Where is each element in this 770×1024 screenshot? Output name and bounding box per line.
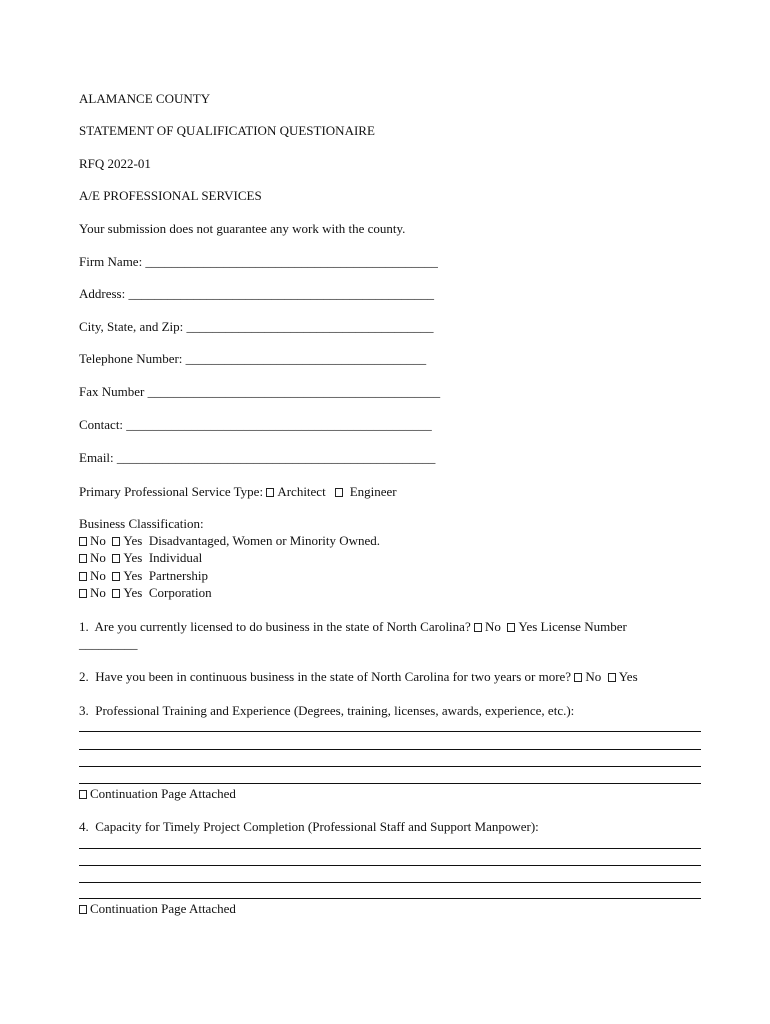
yes-label: Yes bbox=[123, 568, 143, 583]
q3-continuation bbox=[79, 786, 236, 802]
architect-label: Architect bbox=[277, 484, 326, 499]
answer-line[interactable] bbox=[79, 749, 701, 750]
classification-row-label: Individual bbox=[148, 550, 203, 565]
service-type-label: Primary Professional Service Type: bbox=[79, 484, 264, 499]
classification-yes-checkbox[interactable] bbox=[112, 572, 120, 581]
classification-yes-checkbox[interactable] bbox=[112, 537, 120, 546]
license-number-field[interactable]: _________ bbox=[79, 636, 138, 651]
yes-label: Yes bbox=[123, 585, 143, 600]
q1-yes-label: Yes License Number bbox=[518, 619, 627, 634]
yes-label: Yes bbox=[123, 533, 143, 548]
q1-no-label: No bbox=[484, 619, 501, 634]
classification-row-label: Disadvantaged, Women or Minority Owned. bbox=[148, 533, 381, 548]
answer-line[interactable] bbox=[79, 882, 701, 883]
classification-row bbox=[79, 550, 202, 566]
classification-row bbox=[79, 585, 212, 601]
classification-yes-checkbox[interactable] bbox=[112, 589, 120, 598]
classification-row-label: Corporation bbox=[148, 585, 212, 600]
classification-row-label: Partnership bbox=[148, 568, 209, 583]
classification-heading: Business Classification: bbox=[79, 516, 204, 531]
question-2 bbox=[79, 669, 638, 685]
no-label: No bbox=[90, 533, 106, 548]
answer-line[interactable] bbox=[79, 783, 701, 784]
q4-continuation-label: Continuation Page Attached bbox=[90, 901, 236, 916]
q2-yes-checkbox[interactable] bbox=[608, 673, 616, 682]
city-state-zip-field[interactable]: City, State, and Zip: ______________________________________ bbox=[79, 319, 434, 334]
architect-checkbox[interactable] bbox=[266, 488, 274, 497]
q2-yes-label: Yes bbox=[618, 669, 638, 684]
classification-row bbox=[79, 568, 208, 584]
no-label: No bbox=[90, 585, 106, 600]
question-2-text: 2. Have you been in continuous business in the state of North Carolina for two years or more? bbox=[79, 669, 572, 684]
q2-no-label: No bbox=[585, 669, 602, 684]
question-3-text: 3. Professional Training and Experience (Degrees, training, licenses, awards, experience, etc.): bbox=[79, 703, 575, 718]
engineer-label: Engineer bbox=[349, 484, 397, 499]
rfq-number: RFQ 2022-01 bbox=[79, 156, 151, 171]
fax-field[interactable]: Fax Number _____________________________________________ bbox=[79, 384, 441, 399]
answer-line[interactable] bbox=[79, 865, 701, 866]
classification-no-checkbox[interactable] bbox=[79, 572, 87, 581]
email-field[interactable]: Email: _________________________________________________ bbox=[79, 450, 436, 465]
document-title: STATEMENT OF QUALIFICATION QUESTIONAIRE bbox=[79, 123, 375, 138]
yes-label: Yes bbox=[123, 550, 143, 565]
answer-line[interactable] bbox=[79, 848, 701, 849]
q3-continuation-checkbox[interactable] bbox=[79, 790, 87, 799]
classification-no-checkbox[interactable] bbox=[79, 554, 87, 563]
q2-no-checkbox[interactable] bbox=[574, 673, 582, 682]
answer-line[interactable] bbox=[79, 898, 701, 899]
address-field[interactable]: Address: _______________________________________________ bbox=[79, 286, 434, 301]
disclaimer-text: Your submission does not guarantee any work with the county. bbox=[79, 221, 406, 236]
question-1 bbox=[79, 619, 627, 635]
answer-line[interactable] bbox=[79, 731, 701, 732]
question-1-text: 1. Are you currently licensed to do business in the state of North Carolina? bbox=[79, 619, 471, 634]
classification-no-checkbox[interactable] bbox=[79, 589, 87, 598]
service-type-row bbox=[79, 484, 397, 500]
question-4-text: 4. Capacity for Timely Project Completion (Professional Staff and Support Manpower): bbox=[79, 819, 539, 834]
services-heading: A/E PROFESSIONAL SERVICES bbox=[79, 188, 262, 203]
county-name: ALAMANCE COUNTY bbox=[79, 91, 211, 106]
q1-no-checkbox[interactable] bbox=[474, 623, 482, 632]
q3-continuation-label: Continuation Page Attached bbox=[90, 786, 236, 801]
answer-line[interactable] bbox=[79, 766, 701, 767]
contact-field[interactable]: Contact: _______________________________________________ bbox=[79, 417, 432, 432]
no-label: No bbox=[90, 568, 106, 583]
telephone-field[interactable]: Telephone Number: _____________________________________ bbox=[79, 351, 427, 366]
q4-continuation bbox=[79, 901, 236, 917]
no-label: No bbox=[90, 550, 106, 565]
engineer-checkbox[interactable] bbox=[335, 488, 343, 497]
classification-yes-checkbox[interactable] bbox=[112, 554, 120, 563]
firm-name-field[interactable]: Firm Name: _____________________________________________ bbox=[79, 254, 438, 269]
classification-row bbox=[79, 533, 380, 549]
classification-no-checkbox[interactable] bbox=[79, 537, 87, 546]
q1-yes-checkbox[interactable] bbox=[507, 623, 515, 632]
q4-continuation-checkbox[interactable] bbox=[79, 905, 87, 914]
